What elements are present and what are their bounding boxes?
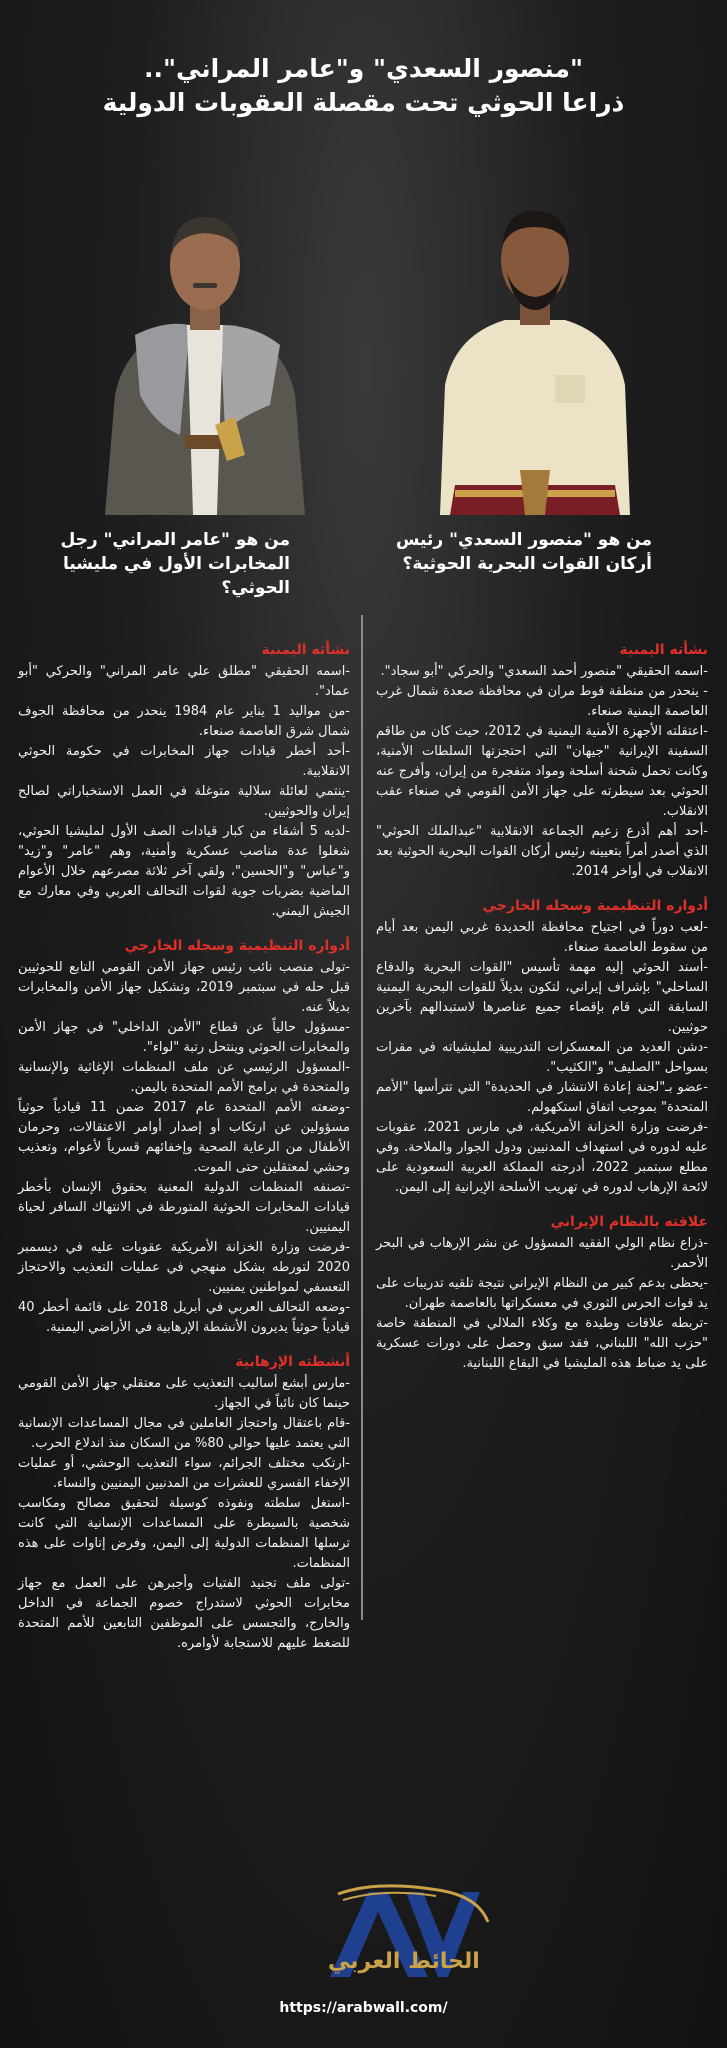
paragraph: -قام باعتقال واحتجاز العاملين في مجال المساعدات الإنسانية التي يعتمد عليها حوالي 80% من السكان منذ اندلاع الحرب. <box>18 1416 350 1451</box>
paragraph: -اسمه الحقيقي "مطلق علي عامر المراني" والحركي "أبو عماد". <box>18 664 350 699</box>
spacer <box>18 1338 350 1352</box>
paragraph: -أحد أهم أذرع زعيم الجماعة الانقلابية "عبدالملك الحوثي" الذي أصدر أمراً بتعيينه رئيس أركان القوات البحرية الحوثية بعد الانقلاب في أواخر 2014. <box>376 824 708 879</box>
paragraph: -ينتمي لعائلة سلالية متوغلة في العمل الاستخباراتي لصالح إيران والحوثيين. <box>18 784 350 819</box>
paragraph: -من مواليد 1 يناير عام 1984 ينحدر من محافظة الجوف شمال شرق العاصمة صنعاء. <box>18 704 350 739</box>
paragraph: -تربطه علاقات وطيدة مع وكلاء الملالي في المنطقة خاصة "حزب الله" اللبناني، فقد سبق وحصل على دورات عسكرية على يد ضباط هذه المليشيا في البقاع اللبنانية. <box>376 1316 708 1371</box>
section-title-terror-activities: أنشطته الإرهابية <box>235 1354 350 1370</box>
profile-column-mansour <box>376 640 708 1374</box>
paragraph: -لعب دوراً في اجتياح محافظة الحديدة غربي اليمن بعد أيام من سقوط العاصمة صنعاء. <box>376 920 708 955</box>
headline <box>0 52 727 120</box>
section-title-upbringing: نشأته اليمنية <box>619 642 708 658</box>
paragraph: -فرضت وزارة الخزانة الأمريكية، في مارس 2021، عقوبات عليه لدوره في استهداف المدنيين ودول الجوار والملاحة. وفي مطلع سبتمبر 2022، أدرجته المملكة العربية السعودية على لائحة الإرهاب لدوره في تهريب الأسلحة الإيرانية إلى اليمن. <box>376 1120 708 1195</box>
profile-column-amer <box>18 640 350 1654</box>
paragraph: -عضو بـ"لجنة إعادة الانتشار في الحديدة" التي تترأسها "الأمم المتحدة" بموجب اتفاق استكهولم. <box>376 1080 708 1115</box>
paragraph: -تصنفه المنظمات الدولية المعنية بحقوق الإنسان بأخطر قيادات المخابرات الحوثية المتورطة في الانتهاك السافر لحياة اليمنيين. <box>18 1180 350 1235</box>
column-divider <box>361 615 363 1620</box>
portrait-amer-almarani <box>95 185 315 515</box>
headline-line-1: "منصور السعدي" و"عامر المراني".. <box>143 54 583 83</box>
paragraph: -أحد أخطر قيادات جهاز المخابرات في حكومة الحوثي الانقلابية. <box>18 744 350 779</box>
paragraph: -دشن العديد من المعسكرات التدريبية لمليشياته في مقرات بسواحل "الصليف" و"الكثيب". <box>376 1040 708 1075</box>
paragraph: -مسؤول حالياً عن قطاع "الأمن الداخلي" في جهاز الأمن والمخابرات الحوثي وينتحل رتبة "لواء". <box>18 1020 350 1055</box>
paragraph: -وضعته الأمم المتحدة عام 2017 ضمن 11 قيادياً حوثياً مسؤولين عن ارتكاب أو إصدار أوامر الاعتقالات، وحرمان الأطفال من الرعاية الصحية وإخفائهم قسرياً لأعوام، وتعذيب وحشي لمعتقلين حتى الموت. <box>18 1100 350 1175</box>
paragraph: -ارتكب مختلف الجرائم، سواء التعذيب الوحشي، أو عمليات الإخفاء القسري للعشرات من المدنيين اليمنيين والنساء. <box>18 1456 350 1491</box>
portrait-mansour-alsaadi <box>425 185 645 515</box>
paragraph: -لديه 5 أشقاء من كبار قيادات الصف الأول لمليشيا الحوثي، شغلوا عدة مناصب عسكرية وأمنية، وهم "عامر" و"زيد" و"عباس" و"الحسين"، ولقي آخر ثلاثة مصرعهم خلال الأعوام الماضية بضربات جوية لقوات التحالف العربي وفي معارك مع الجيش اليمني. <box>18 824 350 919</box>
section-title-iran-relations: علاقته بالنظام الإيراني <box>550 1214 708 1230</box>
paragraph: -استغل سلطته ونفوذه كوسيلة لتحقيق مصالح ومكاسب شخصية بالسيطرة على المساعدات الإنسانية التي كانت ترسلها المنظمات الدولية إلى اليمن، وفرض إتاوات على هذه المنظمات. <box>18 1496 350 1571</box>
section-title-upbringing: نشأته اليمنية <box>261 642 350 658</box>
section-title-roles: أدواره التنظيمية وسجله الخارجي <box>124 938 350 954</box>
paragraph: -ذراع نظام الولي الفقيه المسؤول عن نشر الإرهاب في البحر الأحمر. <box>376 1236 708 1271</box>
paragraph: -المسؤول الرئيسي عن ملف المنظمات الإغاثية والإنسانية والمتحدة في برامج الأمم المتحدة باليمن. <box>18 1060 350 1095</box>
arabwall-logo <box>218 1882 518 1992</box>
spacer <box>18 922 350 936</box>
question-amer-almarani: من هو "عامر المراني" رجل المخابرات الأول في مليشيا الحوثي؟ <box>60 530 290 598</box>
question-mansour-alsaadi: من هو "منصور السعدي" رئيس أركان القوات البحرية الحوثية؟ <box>396 530 652 574</box>
paragraph: - ينحدر من منطقة فوط مران في محافظة صعدة شمال غرب العاصمة اليمنية صنعاء. <box>376 684 708 719</box>
logo-wordmark: الحائط العربي <box>328 1949 480 1974</box>
headline-line-2: ذراعا الحوثي تحت مقصلة العقوبات الدولية <box>102 88 625 117</box>
paragraph: -تولى منصب نائب رئيس جهاز الأمن القومي التابع للحوثيين قبل حله في سبتمبر 2019، وتشكيل جهاز الأمن والمخابرات بديلاً عنه. <box>18 960 350 1015</box>
paragraph: -اسمه الحقيقي "منصور أحمد السعدي" والحركي "أبو سجاد". <box>380 664 708 679</box>
paragraph: -أسند الحوثي إليه مهمة تأسيس "القوات البحرية والدفاع الساحلي" بإشراف إيراني، لتكون بديلاً للقوات البحرية اليمنية السابقة التي قام بإقصاء جميع عناصرها لاستبدالهم بآخرين حوثيين. <box>376 960 708 1035</box>
paragraph: -مارس أبشع أساليب التعذيب على معتقلي جهاز الأمن القومي حينما كان نائباً في الجهاز. <box>18 1376 350 1411</box>
spacer <box>376 1198 708 1212</box>
paragraph: -يحظى بدعم كبير من النظام الإيراني نتيجة تلقيه تدريبات على يد قوات الحرس الثوري في معسكراتها بالعاصمة طهران. <box>376 1276 708 1311</box>
website-url[interactable]: https://arabwall.com/ <box>279 2000 448 2016</box>
paragraph: -فرضت وزارة الخزانة الأمريكية عقوبات عليه في ديسمبر 2020 لتورطه بشكل منهجي في عمليات التعذيب والاحتجاز التعسفي لمواطنين يمنيين. <box>18 1240 350 1295</box>
paragraph: -اعتقلته الأجهزة الأمنية اليمنية في 2012، حيث كان من طاقم السفينة الإيرانية "جيهان" التي احتجزتها السلطات الأمنية، وكانت تحمل شحنة أسلحة ومواد متفجرة من إيران، وأفرج عنه الحوثي بعد سيطرته على جهاز الأمن القومي في صنعاء عقب الانقلاب. <box>376 724 708 819</box>
paragraph: -وضعه التحالف العربي في أبريل 2018 على قائمة أخطر 40 قيادياً حوثياً يديرون الأنشطة الإرهابية في الأراضي اليمنية. <box>18 1300 350 1335</box>
section-title-roles: أدواره التنظيمية وسجله الخارجي <box>482 898 708 914</box>
spacer <box>376 882 708 896</box>
paragraph: -تولى ملف تجنيد الفتيات وأجبرهن على العمل مع جهاز مخابرات الحوثي لاستدراج خصوم الجماعة في الداخل والخارج، والتجسس على الموظفين التابعين للأمم المتحدة للضغط عليهم للاستجابة لأوامره. <box>18 1576 350 1651</box>
